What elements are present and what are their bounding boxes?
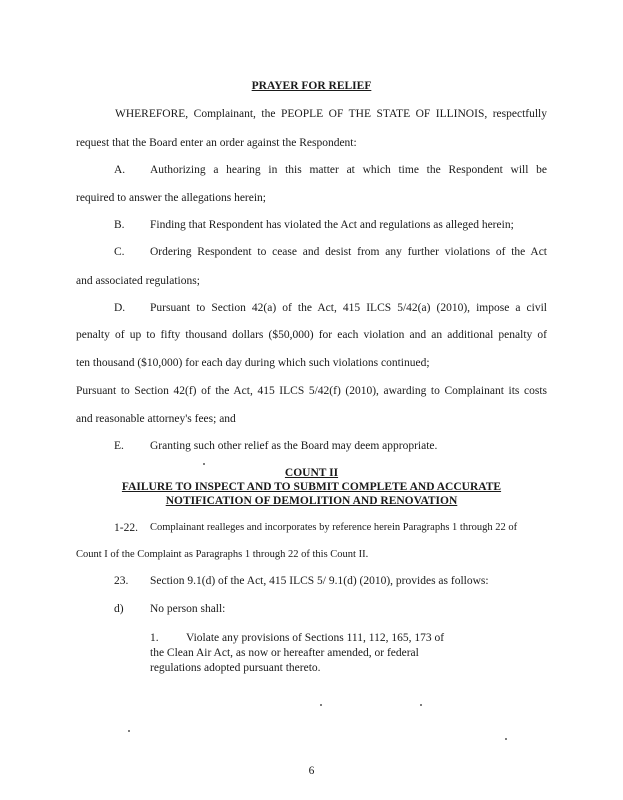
para-23-text: Section 9.1(d) of the Act, 415 ILCS 5/ 9.1(d) (2010), provides as follows:: [150, 575, 489, 587]
item-e-text: Granting such other relief as the Board may deem appropriate.: [150, 440, 438, 452]
quote-line-1: Violate any provisions of Sections 111, 112, 165, 173 of: [186, 632, 445, 644]
para-1-22-line-1: Complainant realleges and incorporates by reference herein Paragraphs 1 through 22 of: [150, 522, 518, 533]
item-d-line-3: ten thousand ($10,000) for each day during which such violations continued;: [76, 357, 430, 369]
item-c-line-1: Ordering Respondent to cease and desist from any further violations of the Act: [150, 246, 547, 258]
para-23-label: 23.: [114, 575, 129, 587]
pursuant-line-1: Pursuant to Section 42(f) of the Act, 415 ILCS 5/42(f) (2010), awarding to Complainant its costs: [76, 385, 547, 397]
count-subtitle-2: NOTIFICATION OF DEMOLITION AND RENOVATION: [165, 495, 458, 507]
item-d-label: D.: [114, 302, 126, 314]
sub-d-label: d): [114, 603, 124, 615]
item-c-label: C.: [114, 246, 125, 258]
pursuant-line-2: and reasonable attorney's fees; and: [76, 413, 236, 425]
page-number: 6: [308, 765, 315, 777]
count-subtitle-1: FAILURE TO INSPECT AND TO SUBMIT COMPLETE AND ACCURATE: [121, 481, 502, 493]
para-1-22-line-2: Count I of the Complaint as Paragraphs 1 through 22 of this Count II.: [76, 549, 369, 560]
item-b-line-1: Finding that Respondent has violated the Act and regulations as alleged herein;: [150, 219, 514, 231]
scan-speck: [420, 704, 422, 706]
item-e-label: E.: [114, 440, 124, 452]
sub-d-text: No person shall:: [150, 603, 226, 615]
scan-speck: [320, 704, 322, 706]
wherefore-line-2: request that the Board enter an order against the Respondent:: [76, 137, 357, 149]
item-b-label: B.: [114, 219, 125, 231]
wherefore-line-1: WHEREFORE, Complainant, the PEOPLE OF THE STATE OF ILLINOIS, respectfully: [115, 108, 547, 120]
quote-label: 1.: [150, 632, 159, 644]
prayer-heading: PRAYER FOR RELIEF: [251, 80, 372, 92]
item-d-line-1: Pursuant to Section 42(a) of the Act, 415 ILCS 5/42(a) (2010), impose a civil: [150, 302, 547, 314]
para-1-22-label: 1-22.: [114, 522, 138, 534]
quote-line-2: the Clean Air Act, as now or hereafter amended, or federal: [150, 647, 419, 659]
item-c-line-2: and associated regulations;: [76, 275, 200, 287]
count-title: COUNT II: [284, 467, 339, 479]
quote-line-3: regulations adopted pursuant thereto.: [150, 662, 321, 674]
item-a-line-1: Authorizing a hearing in this matter at which time the Respondent will be: [150, 164, 547, 176]
item-d-line-2: penalty of up to fifty thousand dollars ($50,000) for each violation and an additional penalty of: [76, 329, 547, 341]
item-a-line-2: required to answer the allegations herein;: [76, 192, 266, 204]
item-a-label: A.: [114, 164, 126, 176]
scan-speck: [505, 738, 507, 740]
scan-speck: [203, 463, 205, 465]
scan-speck: [128, 730, 130, 732]
